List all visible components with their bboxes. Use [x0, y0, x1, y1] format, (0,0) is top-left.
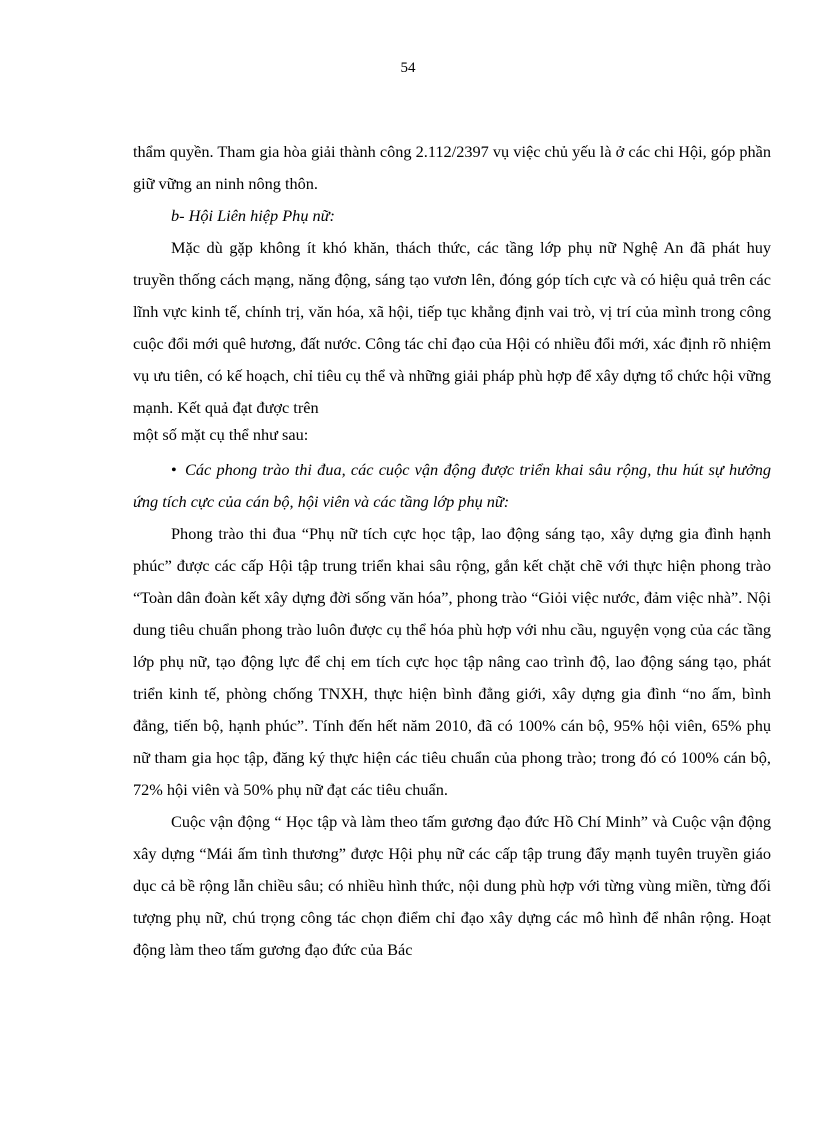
body-text [133, 136, 771, 966]
paragraph-intro-tail: một số mặt cụ thể như sau: [133, 425, 309, 444]
bullet-heading [133, 454, 771, 518]
section-heading: b- Hội Liên hiệp Phụ nữ: [171, 206, 335, 225]
paragraph-campaign: Cuộc vận động “ Học tập và làm theo tấm gương đạo đức Hồ Chí Minh” và Cuộc vận động xây dựng “Mái ấm tình thương” được Hội phụ nữ các cấp tập trung đẩy mạnh tuyên truyền giáo dục cả bề rộng lẫn chiều sâu; có nhiều hình thức, nội dung phù hợp với từng vùng miền, từng đối tượng phụ nữ, chú trọng công tác chọn điểm chỉ đạo xây dựng các mô hình để nhân rộng. Hoạt động làm theo tấm gương đạo đức của Bác [133, 812, 771, 959]
paragraph-movement: Phong trào thi đua “Phụ nữ tích cực học tập, lao động sáng tạo, xây dựng gia đình hạnh phúc” được các cấp Hội tập trung triển khai sâu rộng, gắn kết chặt chẽ với thực hiện phong trào “Toàn dân đoàn kết xây dựng đời sống văn hóa”, phong trào “Giỏi việc nước, đảm việc nhà”. Nội dung tiêu chuẩn phong trào luôn được cụ thể hóa phù hợp với nhu cầu, nguyện vọng của các tầng lớp phụ nữ, tạo động lực để chị em tích cực học tập nâng cao trình độ, lao động sáng tạo, phát triển kinh tế, phòng chống TNXH, thực hiện bình đẳng giới, xây dựng gia đình “no ấm, bình đẳng, tiến bộ, hạnh phúc”. Tính đến hết năm 2010, đã có 100% cán bộ, 95% hội viên, 65% phụ nữ tham gia học tập, đăng ký thực hiện các tiêu chuẩn của phong trào; trong đó có 100% cán bộ, 72% hội viên và 50% phụ nữ đạt các tiêu chuẩn. [133, 524, 771, 799]
page-number: 54 [400, 60, 416, 76]
paragraph-continuation: thẩm quyền. Tham gia hòa giải thành công 2.112/2397 vụ việc chủ yếu là ở các chi Hội, góp phần giữ vững an ninh nông thôn. [133, 142, 771, 193]
bullet-heading-text: Các phong trào thi đua, các cuộc vận động được triển khai sâu rộng, thu hút sự hưởng ứng tích cực của cán bộ, hội viên và các tầng lớp phụ nữ: [133, 460, 771, 511]
paragraph-intro: Mặc dù gặp không ít khó khăn, thách thức, các tầng lớp phụ nữ Nghệ An đã phát huy truyền thống cách mạng, năng động, sáng tạo vươn lên, đóng góp tích cực và có hiệu quả trên các lĩnh vực kinh tế, chính trị, văn hóa, xã hội, tiếp tục khẳng định vai trò, vị trí của mình trong công cuộc đổi mới quê hương, đất nước. Công tác chỉ đạo của Hội có nhiều đổi mới, xác định rõ nhiệm vụ ưu tiên, có kế hoạch, chỉ tiêu cụ thể và những giải pháp phù hợp để xây dựng tổ chức hội vững mạnh. Kết quả đạt được trên [133, 238, 771, 417]
bullet-icon: • [171, 460, 177, 479]
